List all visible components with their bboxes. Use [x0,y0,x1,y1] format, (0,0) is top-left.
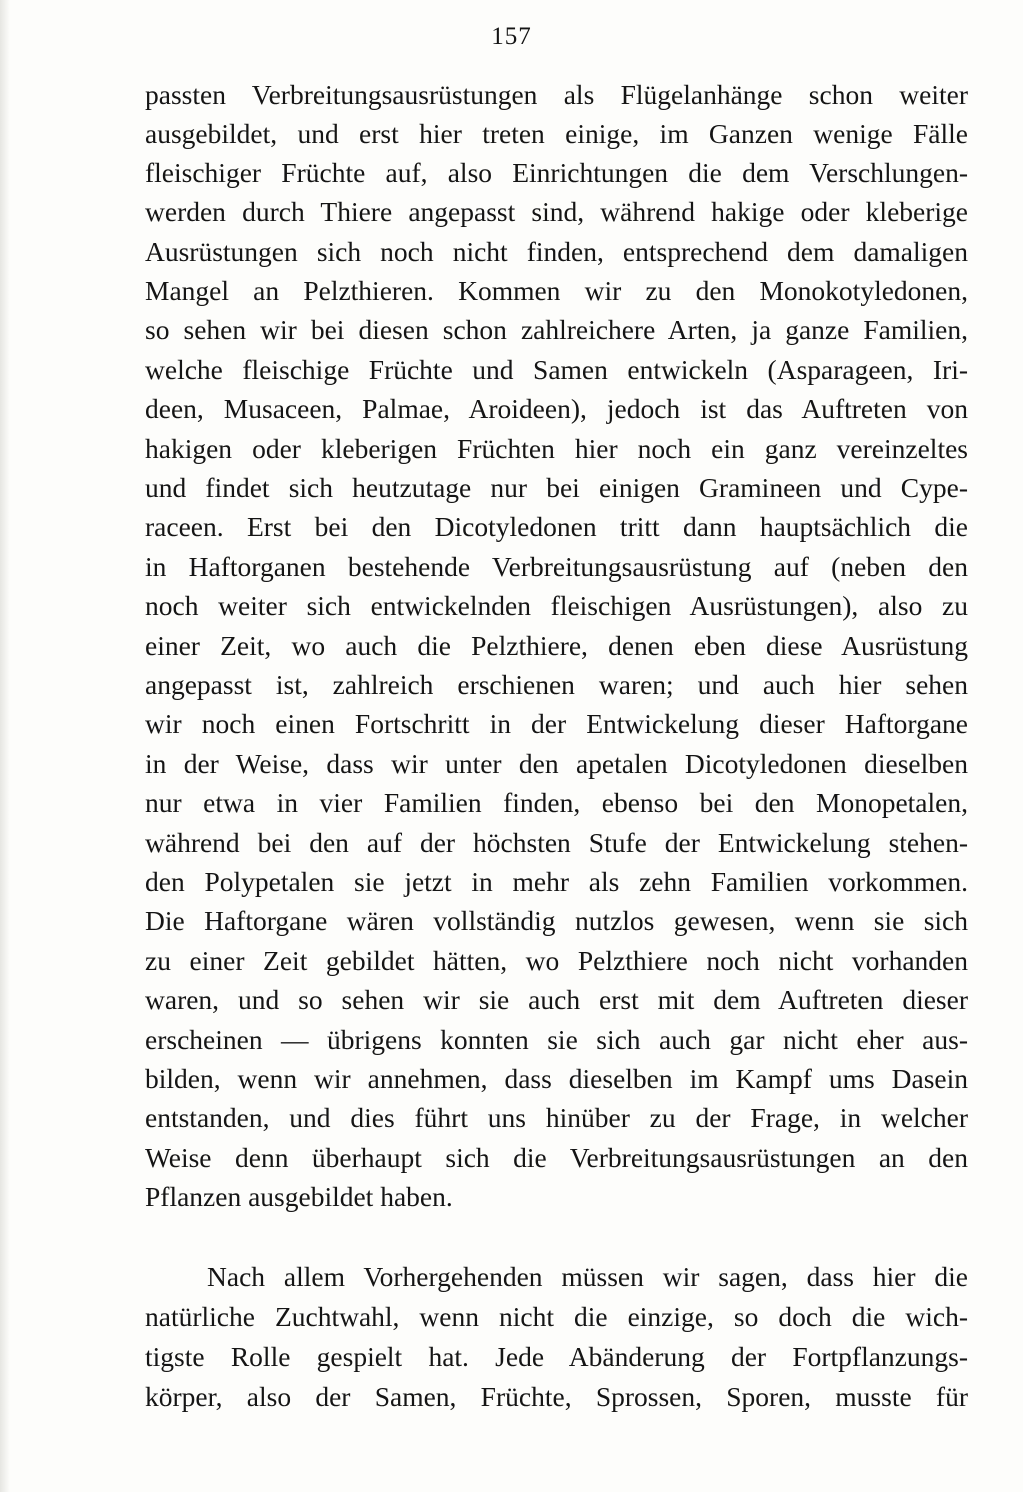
text-line: Weise denn überhaupt sich die Verbreitungsausrüstungen an den [145,1142,968,1173]
page-edge-shadow [0,0,10,1492]
text-line: so sehen wir bei diesen schon zahlreichere Arten, ja ganze Familien, [145,314,968,345]
text-line: entstanden, und dies führt uns hinüber zu der Frage, in welcher [145,1102,968,1133]
text-line: Pflanzen ausgebildet haben. [145,1181,453,1212]
text-line: Mangel an Pelzthieren. Kommen wir zu den Monokotyledonen, [145,275,968,306]
text-line: Die Haftorgane wären vollständig nutzlos gewesen, wenn sie sich [145,905,968,936]
text-line: während bei den auf der höchsten Stufe der Entwickelung stehen- [145,827,968,858]
text-line: wir noch einen Fortschritt in der Entwickelung dieser Haftorgane [145,708,968,739]
text-line: zu einer Zeit gebildet hätten, wo Pelzthiere noch nicht vorhanden [145,945,968,976]
text-line: erscheinen — übrigens konnten sie sich auch gar nicht eher aus- [145,1024,968,1055]
text-line: Nach allem Vorhergehenden müssen wir sagen, dass hier die [207,1261,968,1292]
text-line: bilden, wenn wir annehmen, dass dieselben im Kampf ums Dasein [145,1063,968,1094]
text-line: deen, Musaceen, Palmae, Aroideen), jedoch ist das Auftreten von [145,393,968,424]
text-line: natürliche Zuchtwahl, wenn nicht die einzige, so doch die wich- [145,1301,968,1332]
text-line: körper, also der Samen, Früchte, Sprossen, Sporen, musste für [145,1381,968,1412]
text-line: angepasst ist, zahlreich erschienen waren; und auch hier sehen [145,669,968,700]
text-line: tigste Rolle gespielt hat. Jede Abänderung der Fortpflanzungs- [145,1341,968,1372]
text-line: fleischiger Früchte auf, also Einrichtungen die dem Verschlungen- [145,157,968,188]
text-line: nur etwa in vier Familien finden, ebenso bei den Monopetalen, [145,787,968,818]
text-line: ausgebildet, und erst hier treten einige, im Ganzen wenige Fälle [145,118,968,149]
text-line: noch weiter sich entwickelnden fleischigen Ausrüstungen), also zu [145,590,968,621]
text-line: hakigen oder kleberigen Früchten hier noch ein ganz vereinzeltes [145,433,968,464]
text-line: Ausrüstungen sich noch nicht finden, entsprechend dem damaligen [145,236,968,267]
page-number: 157 [491,23,532,50]
text-line: raceen. Erst bei den Dicotyledonen tritt dann hauptsächlich die [145,511,968,542]
text-line: waren, und so sehen wir sie auch erst mit dem Auftreten dieser [145,984,968,1015]
text-line: in der Weise, dass wir unter den apetalen Dicotyledonen dieselben [145,748,968,779]
text-line: werden durch Thiere angepasst sind, während hakige oder kleberige [145,196,968,227]
text-line: passten Verbreitungsausrüstungen als Flügelanhänge schon weiter [145,79,968,110]
text-line: einer Zeit, wo auch die Pelzthiere, denen eben diese Ausrüstung [145,630,968,661]
text-line: den Polypetalen sie jetzt in mehr als zehn Familien vorkommen. [145,866,968,897]
text-line: in Haftorganen bestehende Verbreitungsausrüstung auf (neben den [145,551,968,582]
text-line: welche fleischige Früchte und Samen entwickeln (Asparageen, Iri- [145,354,968,385]
text-line: und findet sich heutzutage nur bei einigen Gramineen und Cype- [145,472,968,503]
